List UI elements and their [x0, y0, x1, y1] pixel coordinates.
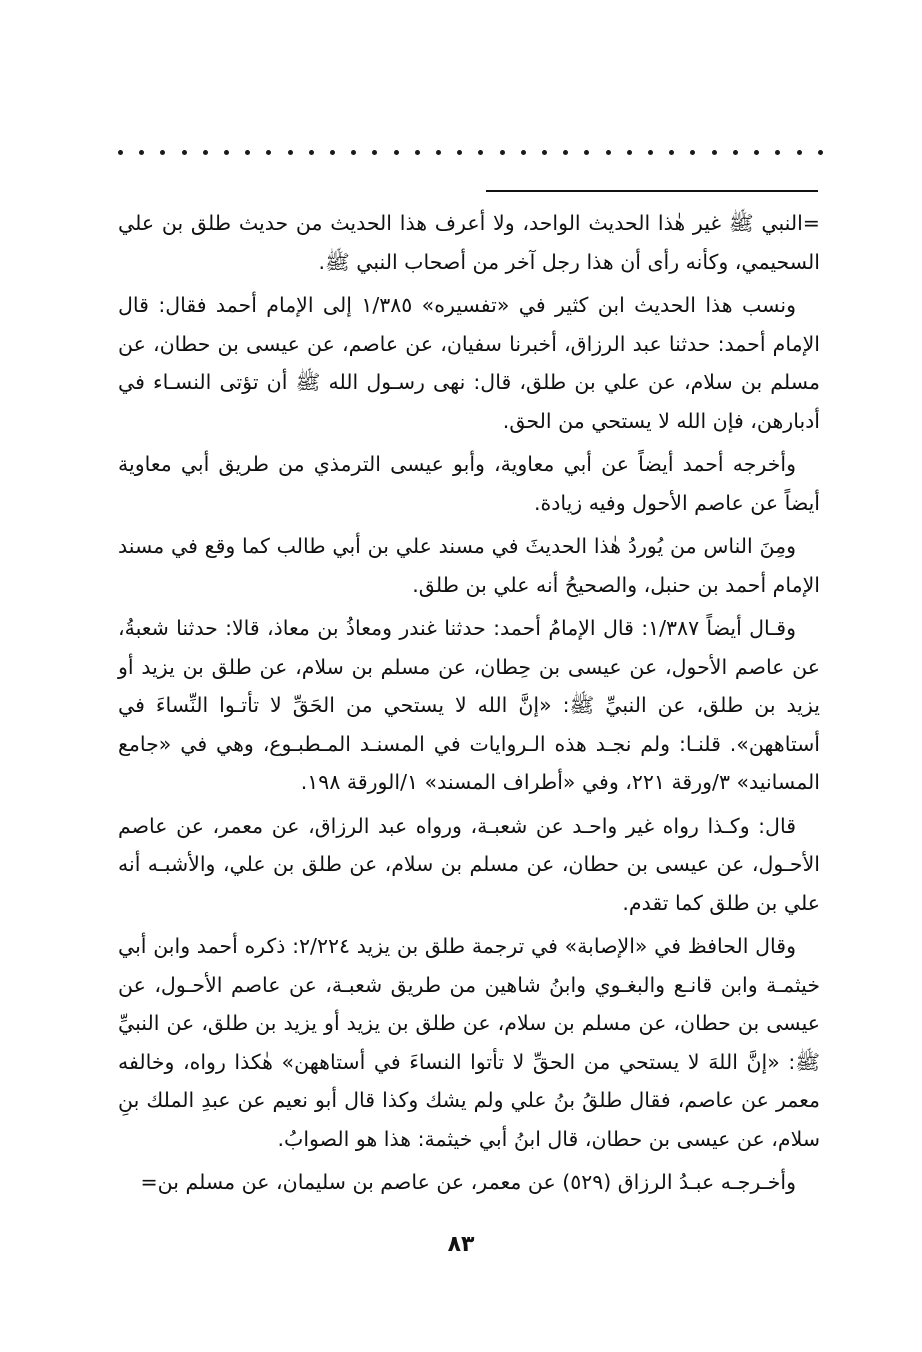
header-dot	[372, 150, 377, 155]
header-dot	[224, 150, 229, 155]
footnote-paragraph-4: ومِنَ الناس من يُوردُ هٰذا الحديثَ في مسند علي بن أبي طالب كما وقع في مسند الإمام أحمد بن حنبل، والصحيحُ أنه علي بن طلق.	[118, 534, 820, 597]
header-dot	[584, 150, 589, 155]
header-dot	[797, 150, 802, 155]
footnote-paragraph-7: وقال الحافظ في «الإصابة» في ترجمة طلق بن يزيد ٢/٢٢٤: ذكره أحمد وابن أبي خيثمـة وابن قانـع والبغـوي وابنُ شاهين من طريق شعبـة، عن عاصم الأحـول، عن عيسى بن حطان، عن مسلم بن سلام، عن طلق بن يزيد أو يزيد بن طلق، عن النبيِّ ﷺ: «إنَّ اللهَ لا يستحي من الحقِّ لا تأتوا النساءَ في أستاههن» هٰكذا رواه، وخالفه معمر عن عاصم، فقال طلقُ بنُ علي ولم يشك وكذا قال أبو نعيم عن عبدِ الملك بنِ سلام، عن عيسى بن حطان، قال ابنُ أبي خيثمة: هذا هو الصوابُ.	[118, 934, 820, 1151]
header-dot	[733, 150, 738, 155]
header-dot	[436, 150, 441, 155]
header-dot	[139, 150, 144, 155]
header-dot	[754, 150, 759, 155]
footnote-paragraph-5: وقـال أيضاً ١/٣٨٧: قال الإمامُ أحمد: حدثنا غندر ومعاذُ بن معاذ، قالا: حدثنا شعبةُ، عن عاصم الأحول، عن عيسى بن حِطان، عن مسلم بن سلام، عن طلق بن يزيد أو يزيد بن طلق، عن النبيِّ ﷺ: «إنَّ الله لا يستحي من الحَقِّ لا تأتـوا النِّساءَ في أستاههن». قلنـا: ولم نجـد هذه الـروايات في المسنـد المـطبـوع، وهي في «جامع المسانيد» ٣/ورقة ٢٢١، وفي «أطراف المسند» ١/الورقة ١٩٨.	[118, 616, 820, 794]
header-dot	[500, 150, 505, 155]
footnote-paragraph-8: وأخـرجـه عبـدُ الرزاق (٥٢٩) عن معمر، عن عاصم بن سليمان، عن مسلم بن=	[140, 1170, 796, 1194]
footnote-paragraph-3: وأخرجه أحمد أيضاً عن أبي معاوية، وأبو عيسى الترمذي من طريق أبي معاوية أيضاً عن عاصم الأحول وفيه زيادة.	[118, 452, 820, 515]
header-dot	[648, 150, 653, 155]
header-dot	[457, 150, 462, 155]
header-dot	[288, 150, 293, 155]
header-dot	[542, 150, 547, 155]
header-dot	[266, 150, 271, 155]
header-dot	[690, 150, 695, 155]
header-dot	[245, 150, 250, 155]
footnote-separator-rule	[486, 190, 818, 192]
header-dot	[478, 150, 483, 155]
header-dot	[818, 150, 823, 155]
footnote-paragraph-1: =النبي ﷺ غير هٰذا الحديث الواحد، ولا أعرف هذا الحديث من حديث طلق بن علي السحيمي، وكأنه رأى أن هذا رجل آخر من أصحاب النبي ﷺ.	[118, 211, 820, 274]
header-dot	[669, 150, 674, 155]
header-dot	[521, 150, 526, 155]
header-dot	[309, 150, 314, 155]
header-dot	[182, 150, 187, 155]
header-dot	[351, 150, 356, 155]
header-dot	[712, 150, 717, 155]
header-dot	[203, 150, 208, 155]
header-dot	[627, 150, 632, 155]
header-dot-ornament	[118, 150, 823, 155]
header-dot	[775, 150, 780, 155]
header-dot	[606, 150, 611, 155]
header-dot	[415, 150, 420, 155]
header-dot	[118, 150, 123, 155]
header-dot	[330, 150, 335, 155]
header-dot	[160, 150, 165, 155]
footnote-paragraph-2: ونسب هذا الحديث ابن كثير في «تفسيره» ١/٣٨٥ إلى الإمام أحمد فقال: قال الإمام أحمد: حدثنا عبد الرزاق، أخبرنا سفيان، عن عاصم، عن عيسى بن حطان، عن مسلم بن سلام، عن علي بن طلق، قال: نهى رسـول الله ﷺ أن تؤتى النسـاء في أدبارهن، فإن الله لا يستحي من الحق.	[118, 293, 820, 433]
footnote-paragraph-6: قال: وكـذا رواه غير واحـد عن شعبـة، ورواه عبد الرزاق، عن معمر، عن عاصم الأحـول، عن عيسى بن حطان، عن مسلم بن سلام، عن طلق بن علي، والأشبـه أنه علي بن طلق كما تقدم.	[118, 813, 820, 915]
header-dot	[563, 150, 568, 155]
header-dot	[394, 150, 399, 155]
footnote-text	[118, 204, 820, 1207]
page-number: ٨٣	[447, 1232, 475, 1257]
